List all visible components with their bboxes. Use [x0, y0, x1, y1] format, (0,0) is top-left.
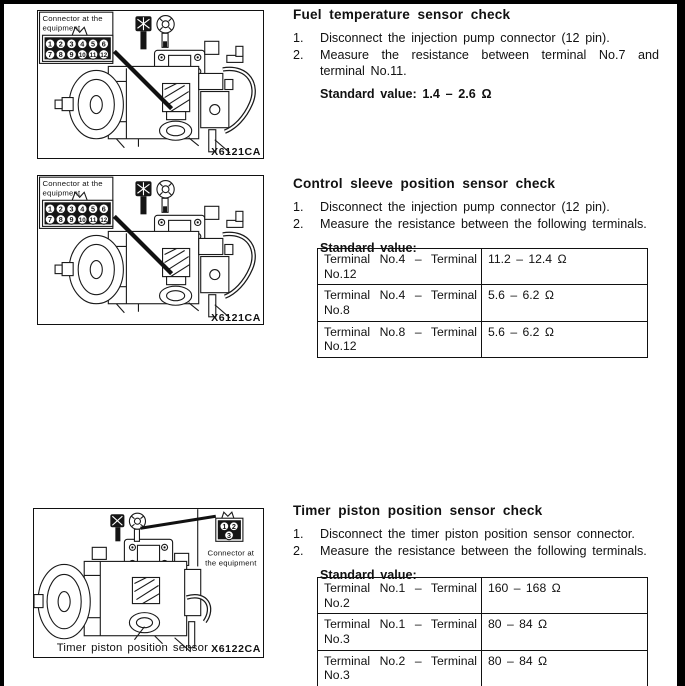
- figure-caption: Timer piston position sensor: [56, 641, 209, 654]
- step-text: Measure the resistance between terminal No.7 and terminal No.11.: [320, 48, 659, 78]
- figure-timer-piston-sensor: [33, 508, 264, 658]
- resistance-value-cell: 5.6 – 6.2 Ω: [482, 285, 648, 321]
- pin-number: 3: [227, 530, 232, 540]
- terminal-pair-cell: Terminal No.8 – Terminal No.12: [318, 321, 482, 357]
- table-row: [318, 614, 648, 650]
- connector-label-line1: Connector at: [207, 548, 255, 558]
- table-row: [318, 249, 648, 285]
- section-timer-piston-sensor: [293, 503, 659, 582]
- page-edge-top: [0, 0, 685, 4]
- step-item: [293, 217, 659, 232]
- terminal-pair-cell: Terminal No.4 – Terminal No.8: [318, 285, 482, 321]
- connector-leader-line: [140, 516, 215, 528]
- timer-piston-housing: [129, 613, 159, 633]
- step-number: 2.: [293, 48, 304, 63]
- step-item: [293, 544, 659, 559]
- table-row: [318, 285, 648, 321]
- standard-value-label: Standard value:: [320, 86, 417, 101]
- figure-code: X6121CA: [211, 311, 261, 324]
- figure-code: X6122CA: [211, 642, 261, 655]
- pin-number: 1: [222, 521, 227, 531]
- section-title: Fuel temperature sensor check: [293, 7, 511, 22]
- standard-value-label: Standard value:: [320, 240, 417, 255]
- figure-control-sleeve-sensor: [37, 175, 264, 325]
- step-text: Disconnect the timer piston position sensor connector.: [320, 527, 635, 542]
- step-text: Disconnect the injection pump connector (12 pin).: [320, 200, 610, 215]
- step-item: [293, 200, 659, 215]
- step-item: [293, 31, 659, 46]
- section-title: Control sleeve position sensor check: [293, 176, 556, 191]
- step-item: [293, 527, 659, 542]
- connector-label-line2: the equipment: [205, 558, 257, 568]
- connector-key-mark: [222, 512, 234, 518]
- standard-value-number: 1.4 – 2.6 Ω: [422, 86, 492, 101]
- step-text: Measure the resistance between the following terminals.: [320, 217, 647, 232]
- standard-value-label: Standard value:: [320, 567, 417, 582]
- resistance-table-control-sleeve: [317, 248, 648, 358]
- resistance-value-cell: 11.2 – 12.4 Ω: [482, 249, 648, 285]
- table-row: [318, 578, 648, 614]
- pump-flange: [38, 564, 90, 638]
- terminal-pair-cell: Terminal No.4 – Terminal No.12: [318, 249, 482, 285]
- step-number: 2.: [293, 217, 304, 232]
- step-item: [293, 48, 659, 78]
- table-row: [318, 650, 648, 686]
- step-number: 1.: [293, 31, 304, 46]
- section-fuel-temp-sensor: [293, 7, 659, 101]
- resistance-value-cell: 5.6 – 6.2 Ω: [482, 321, 648, 357]
- standard-value: [320, 87, 659, 101]
- terminal-pair-cell: Terminal No.1 – Terminal No.2: [318, 578, 482, 614]
- page-edge-left: [0, 0, 4, 686]
- resistance-value-cell: 80 – 84 Ω: [482, 614, 648, 650]
- step-text: Measure the resistance between the following terminals.: [320, 544, 647, 559]
- section-control-sleeve-sensor: [293, 176, 659, 255]
- figure-fuel-temp-sensor: [37, 10, 264, 159]
- resistance-table-timer-piston: [317, 577, 648, 686]
- step-text: Disconnect the injection pump connector (12 pin).: [320, 31, 610, 46]
- step-number: 1.: [293, 200, 304, 215]
- pin-number: 2: [231, 521, 236, 531]
- terminal-pair-cell: Terminal No.1 – Terminal No.3: [318, 614, 482, 650]
- step-number: 2.: [293, 544, 304, 559]
- step-number: 1.: [293, 527, 304, 542]
- page-edge-right: [677, 0, 685, 686]
- figure-code: X6121CA: [211, 145, 261, 158]
- section-title: Timer piston position sensor check: [293, 503, 543, 518]
- resistance-value-cell: 160 – 168 Ω: [482, 578, 648, 614]
- table-row: [318, 321, 648, 357]
- terminal-pair-cell: Terminal No.2 – Terminal No.3: [318, 650, 482, 686]
- resistance-value-cell: 80 – 84 Ω: [482, 650, 648, 686]
- injection-pump-illustration: [34, 509, 209, 652]
